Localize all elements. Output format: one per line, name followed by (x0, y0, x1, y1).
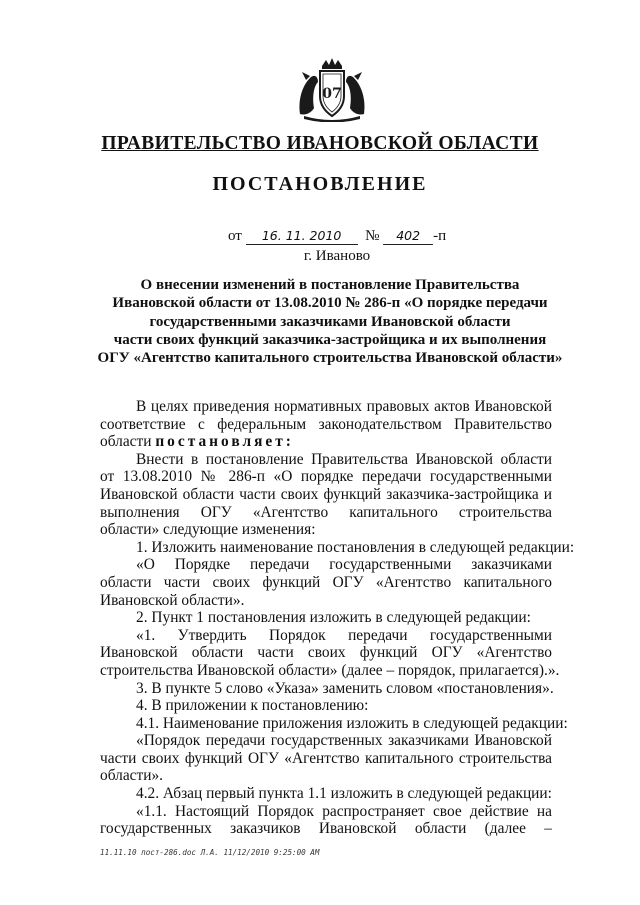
body-line: части своих функций ОГУ «Агентство капитального строительства (100, 749, 552, 767)
body-line: Ивановской области части своих функций заказчика-застройщика и (100, 485, 552, 503)
body-line (100, 433, 552, 451)
number-label: № (365, 228, 380, 244)
coat-of-arms-icon (296, 56, 368, 122)
number-line (228, 226, 446, 246)
body-line: 4.1. Наименование приложения изложить в следующей редакции: (136, 714, 568, 732)
body-line: области части своих функций ОГУ «Агентство капитального (100, 573, 552, 591)
subject-line: Ивановской области от 13.08.2010 № 286-п «О порядке передачи (112, 295, 548, 312)
body-line: «Порядок передачи государственных заказчиками Ивановской (136, 732, 552, 750)
number-suffix: -п (433, 228, 447, 244)
number-field: 402 (383, 228, 433, 245)
body-line: 2. Пункт 1 постановления изложить в следующей редакции: (136, 609, 531, 627)
body-line: строительства Ивановской области» (далее – порядок, прилагается).». (100, 661, 560, 679)
paragraphs (100, 450, 575, 838)
date-field: 16. 11. 2010 (246, 228, 358, 245)
from-label: от (228, 228, 242, 244)
body-line: «О Порядке передачи государственными заказчиками (136, 556, 552, 574)
body-line: выполнения ОГУ «Агентство капитального строительства (100, 503, 552, 521)
subject-heading (80, 276, 580, 367)
subject-line: части своих функций заказчика-застройщика и их выполнения (113, 331, 547, 348)
body-line: государственных заказчиков Ивановской области (далее – (100, 820, 552, 838)
body-line: «1.1. Настоящий Порядок распространяет свое действие на (136, 802, 552, 820)
body-line: от 13.08.2010 № 286-п «О порядке передачи государственными (100, 468, 552, 486)
document-type: ПОСТАНОВЛЕНИЕ (212, 173, 428, 195)
subject-line: государственными заказчиками Ивановской области (149, 313, 511, 330)
body-line: Внести в постановление Правительства Ивановской области (136, 450, 552, 468)
subject-line: О внесении изменений в постановление Правительства (140, 277, 520, 293)
body-line: 4.2. Абзац первый пункта 1.1 изложить в следующей редакции: (136, 785, 552, 803)
body-line: соответствие с федеральным законодательством Правительство (100, 415, 552, 433)
city: г. Иваново (303, 248, 371, 264)
resolves-word: постановляет: (155, 433, 294, 451)
body-line: области». (100, 767, 163, 785)
body-line: 3. В пункте 5 слово «Указа» заменить словом «постановления». (136, 679, 554, 697)
body-line: области» следующие изменения: (100, 521, 316, 539)
body-line: Ивановской области части своих функций ОГУ «Агентство (100, 644, 552, 662)
body-line: «1. Утвердить Порядок передачи государственными (136, 626, 552, 644)
body-text (100, 398, 575, 838)
body-line: Ивановской области». (100, 591, 245, 609)
emblem-text: 07 (322, 86, 342, 102)
file-footer: 11.11.10 пост-286.doc Л.А. 11/12/2010 9:25:00 AM (100, 848, 320, 857)
body-line: В целях приведения нормативных правовых актов Ивановской (136, 398, 552, 415)
preamble-prefix: области (100, 433, 152, 451)
subject-line: ОГУ «Агентство капитального строительства Ивановской области» (97, 350, 563, 367)
body-line: 1. Изложить наименование постановления в следующей редакции: (136, 538, 575, 556)
government-title: ПРАВИТЕЛЬСТВО ИВАНОВСКОЙ ОБЛАСТИ (101, 133, 539, 154)
body-line: 4. В приложении к постановлению: (136, 697, 369, 715)
